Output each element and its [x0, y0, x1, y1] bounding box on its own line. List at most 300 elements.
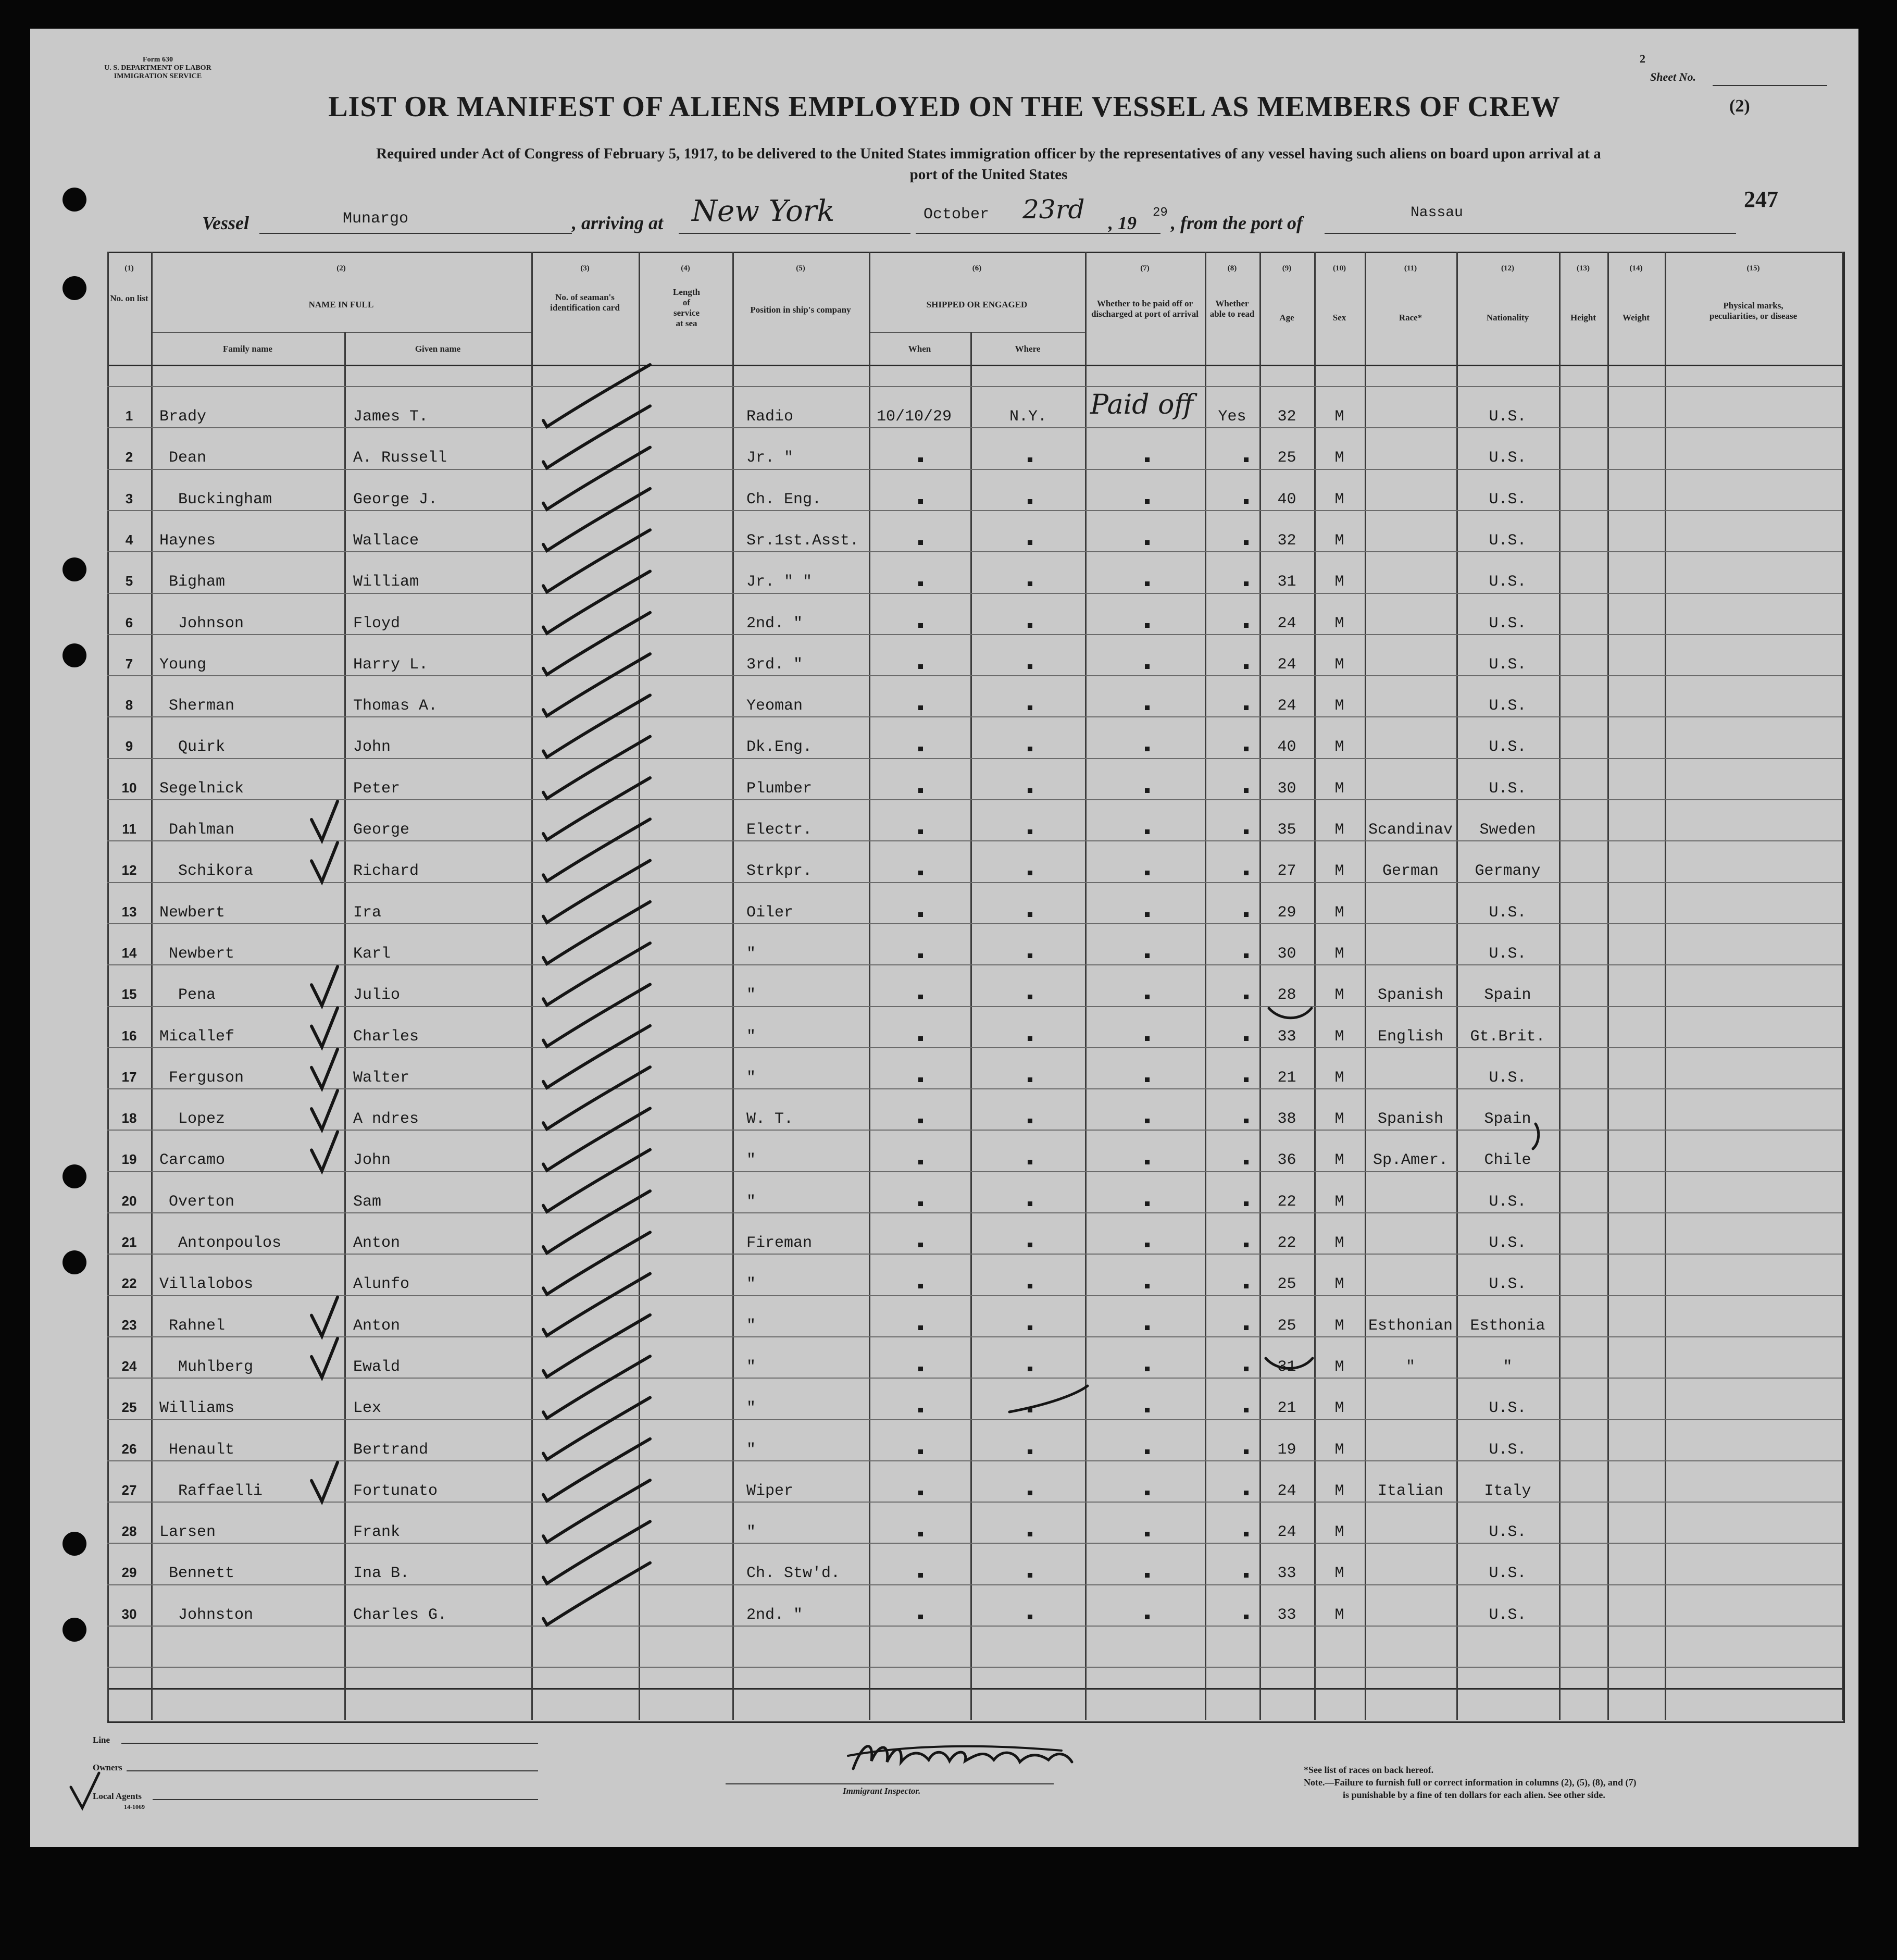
sex: M [1334, 1399, 1344, 1418]
sheet-number-label: Sheet No. [1650, 70, 1696, 83]
age: 31 [1277, 573, 1296, 591]
row-number: 23 [121, 1317, 137, 1333]
family-name: Brady [159, 408, 207, 426]
footer-form-code: 14-1069 [124, 1803, 145, 1810]
nationality: U.S. [1489, 1399, 1527, 1418]
age: 32 [1277, 531, 1296, 550]
check-mark [543, 1315, 650, 1377]
sex: M [1334, 1441, 1344, 1459]
nationality-correction-mark [1533, 1124, 1539, 1149]
given-name: Alunfo [353, 1275, 410, 1294]
given-name: Lex [353, 1399, 382, 1418]
family-name: Micallef [159, 1027, 235, 1046]
position: " [746, 1069, 756, 1087]
position: " [746, 1358, 756, 1376]
sex: M [1334, 614, 1344, 632]
race: English [1377, 1027, 1444, 1046]
position: " [746, 945, 756, 963]
row-number: 13 [121, 903, 137, 920]
row-number: 17 [121, 1069, 137, 1085]
row-number: 27 [121, 1482, 137, 1498]
age: 32 [1277, 408, 1296, 426]
age: 36 [1277, 1151, 1296, 1170]
age: 33 [1277, 1027, 1296, 1046]
name-check-mark [311, 1338, 338, 1378]
col-13-number: (13) [1577, 264, 1590, 272]
nationality: U.S. [1489, 1193, 1527, 1211]
given-name: William [353, 573, 419, 591]
family-name: Henault [169, 1441, 235, 1459]
row-number: 22 [121, 1275, 137, 1292]
check-mark [543, 1191, 650, 1253]
family-name: Williams [159, 1399, 235, 1418]
race: Scandinav [1368, 821, 1453, 839]
age: 25 [1277, 449, 1296, 467]
col-8-number: (8) [1227, 264, 1237, 272]
check-mark [543, 1439, 650, 1501]
given-name: James T. [353, 408, 429, 426]
check-mark [543, 448, 650, 510]
sex: M [1334, 573, 1344, 591]
footer-agents-rule [153, 1799, 538, 1800]
col-4-label: Length of service at sea [673, 287, 700, 328]
family-name: Schikora [178, 862, 254, 880]
col-12-label: Nationality [1486, 313, 1529, 322]
given-name: Fortunato [353, 1482, 438, 1500]
sex: M [1334, 1193, 1344, 1211]
able-to-read: Yes [1218, 408, 1246, 426]
nationality: Gt.Brit. [1470, 1027, 1545, 1046]
col-6-number: (6) [972, 264, 982, 272]
family-name: Quirk [178, 738, 226, 756]
sex: M [1334, 1317, 1344, 1335]
age: 35 [1277, 821, 1296, 839]
col-11-label: Race* [1399, 313, 1422, 322]
page-number: 247 [1744, 187, 1778, 212]
sheet-paren-number: (2) [1729, 96, 1750, 116]
given-name: A ndres [353, 1110, 419, 1128]
nationality: U.S. [1489, 738, 1527, 756]
check-mark [543, 737, 650, 799]
family-name: Dean [169, 449, 207, 467]
nationality: U.S. [1489, 531, 1527, 550]
from-port-label: , from the port of [1171, 213, 1303, 233]
position: " [746, 1193, 756, 1211]
nationality: U.S. [1489, 1565, 1527, 1583]
sex: M [1334, 655, 1344, 674]
nationality: U.S. [1489, 903, 1527, 922]
subtitle-line-1: Required under Act of Congress of February 5, 1917, to be delivered to the United States immigration officer by the representatives of any vessel having such aliens on board upon arrival at a [376, 145, 1601, 162]
sex: M [1334, 449, 1344, 467]
family-name: Ferguson [169, 1069, 244, 1087]
age: 27 [1277, 862, 1296, 880]
sex: M [1334, 1275, 1344, 1294]
given-name: Anton [353, 1234, 401, 1252]
given-name: Ina B. [353, 1565, 410, 1583]
family-name: Rahnel [169, 1317, 226, 1335]
col-6-where-label: Where [1015, 344, 1041, 354]
check-mark [543, 819, 650, 881]
age: 24 [1277, 614, 1296, 632]
given-name: Karl [353, 945, 391, 963]
check-mark [543, 406, 650, 468]
paid-off-note: Paid off [1090, 389, 1194, 420]
sex: M [1334, 986, 1344, 1004]
family-name: Muhlberg [178, 1358, 254, 1376]
check-mark [543, 943, 650, 1005]
agents-check-mark [67, 1769, 103, 1816]
check-mark [543, 489, 650, 551]
sex: M [1334, 862, 1344, 880]
race-note: *See list of races on back hereof. [1304, 1765, 1434, 1775]
col-9-number: (9) [1282, 264, 1292, 272]
check-mark [543, 572, 650, 634]
age: 33 [1277, 1606, 1296, 1624]
service-name: IMMIGRATION SERVICE [114, 72, 202, 80]
family-name: Raffaelli [178, 1482, 263, 1500]
age: 40 [1277, 738, 1296, 756]
row-number: 9 [125, 738, 133, 754]
col-2-family-label: Family name [223, 344, 272, 354]
given-name: George J. [353, 490, 438, 508]
age: 24 [1277, 697, 1296, 715]
name-check-mark [311, 1090, 338, 1130]
name-check-mark [311, 842, 338, 882]
row-number: 21 [121, 1234, 137, 1250]
row-number: 19 [121, 1151, 137, 1168]
inspector-signature [843, 1730, 1176, 1782]
position: Ch. Stw'd. [746, 1565, 841, 1583]
given-name: George [353, 821, 410, 839]
col-14-label: Weight [1623, 313, 1650, 322]
handwritten-marks [30, 29, 1858, 1847]
nationality: Spain [1484, 986, 1531, 1004]
position: Oiler [746, 903, 794, 922]
family-name: Bennett [169, 1565, 235, 1583]
family-name: Overton [169, 1193, 235, 1211]
footer-line-label: Line [93, 1735, 110, 1745]
position: " [746, 1441, 756, 1459]
row-number: 14 [121, 945, 137, 961]
age: 22 [1277, 1234, 1296, 1252]
row-number: 28 [121, 1523, 137, 1540]
year-prefix: , 19 [1108, 213, 1137, 233]
row-number: 4 [125, 531, 133, 548]
age: 25 [1277, 1275, 1296, 1294]
age: 24 [1277, 655, 1296, 674]
check-mark [543, 902, 650, 964]
race: German [1382, 862, 1439, 880]
row-number: 16 [121, 1027, 137, 1044]
row-number: 30 [121, 1606, 137, 1622]
age: 24 [1277, 1523, 1296, 1542]
age: 30 [1277, 945, 1296, 963]
nationality: U.S. [1489, 1441, 1527, 1459]
position: " [746, 1523, 756, 1542]
sex: M [1334, 1151, 1344, 1170]
age: 25 [1277, 1317, 1296, 1335]
manifest-sheet [30, 29, 1858, 1847]
race: Italian [1377, 1482, 1444, 1500]
given-name: Wallace [353, 531, 419, 550]
nationality: Italy [1484, 1482, 1531, 1500]
nationality: U.S. [1489, 1275, 1527, 1294]
nationality: U.S. [1489, 1069, 1527, 1087]
check-mark [543, 613, 650, 675]
position: Jr. " " [746, 573, 813, 591]
row-number: 11 [122, 821, 136, 837]
nationality: U.S. [1489, 779, 1527, 798]
nationality: U.S. [1489, 655, 1527, 674]
family-name: Carcamo [159, 1151, 226, 1170]
nationality: U.S. [1489, 1234, 1527, 1252]
family-name: Buckingham [178, 490, 272, 508]
col-14-number: (14) [1629, 264, 1643, 272]
position: Strkpr. [746, 862, 813, 880]
position: Electr. [746, 821, 813, 839]
age: 30 [1277, 779, 1296, 798]
footer-owners-label: Owners [93, 1763, 122, 1772]
check-mark [543, 1398, 650, 1460]
sex: M [1334, 1027, 1344, 1046]
penalty-note-line-2: is punishable by a fine of ten dollars for each alien. See other side. [1343, 1790, 1605, 1800]
given-name: Charles G. [353, 1606, 447, 1624]
check-mark [543, 1026, 650, 1088]
nationality: U.S. [1489, 945, 1527, 963]
age: 21 [1277, 1399, 1296, 1418]
row-number: 20 [121, 1193, 137, 1209]
family-name: Segelnick [159, 779, 244, 798]
col-7-label: Whether to be paid off or discharged at port of arrival [1091, 299, 1199, 319]
from-port: Nassau [1411, 205, 1463, 221]
nationality: U.S. [1489, 490, 1527, 508]
check-mark [543, 861, 650, 923]
col-3-label: No. of seaman's identification card [550, 292, 620, 313]
col-12-number: (12) [1501, 264, 1514, 272]
check-mark [543, 365, 650, 427]
family-name: Antonpoulos [178, 1234, 282, 1252]
col-8-label: Whether able to read [1209, 299, 1255, 319]
nationality: U.S. [1489, 408, 1527, 426]
position: 2nd. " [746, 1606, 803, 1624]
row-number: 10 [121, 779, 137, 796]
nationality: U.S. [1489, 1523, 1527, 1542]
subtitle-line-2: port of the United States [909, 166, 1068, 183]
row-number: 6 [125, 614, 133, 630]
year-suffix: 29 [1153, 206, 1168, 220]
footer-owners-rule [127, 1770, 538, 1771]
position: " [746, 1275, 756, 1294]
row-number: 12 [121, 862, 137, 878]
name-check-mark [311, 801, 338, 840]
page-title: LIST OR MANIFEST OF ALIENS EMPLOYED ON THE VESSEL AS MEMBERS OF CREW [328, 91, 1561, 123]
given-name: Floyd [353, 614, 401, 632]
row-number: 7 [125, 655, 133, 672]
position: Fireman [746, 1234, 813, 1252]
family-name: Young [159, 655, 207, 674]
check-mark [543, 695, 650, 757]
vessel-name: Munargo [343, 210, 409, 228]
col-10-label: Sex [1332, 313, 1346, 322]
given-name: Julio [353, 986, 401, 1004]
col-1-label: No. on list [110, 293, 148, 303]
sex: M [1334, 531, 1344, 550]
family-name: Johnson [178, 614, 244, 632]
row-number: 15 [121, 986, 137, 1002]
col-15-number: (15) [1746, 264, 1760, 272]
age: 33 [1277, 1565, 1296, 1583]
position: " [746, 1027, 756, 1046]
position: Yeoman [746, 697, 803, 715]
row-number: 18 [121, 1110, 137, 1126]
position: Dk.Eng. [746, 738, 813, 756]
position: Sr.1st.Asst. [746, 531, 859, 550]
sex: M [1334, 1606, 1344, 1624]
age: 29 [1277, 903, 1296, 922]
sex: M [1334, 1358, 1344, 1376]
name-check-mark [311, 1462, 338, 1502]
age-correction-mark [1266, 1358, 1313, 1369]
position: Radio [746, 408, 794, 426]
arrival-day: 23rd [1022, 194, 1085, 225]
family-name: Bigham [169, 573, 226, 591]
position: 2nd. " [746, 614, 803, 632]
name-check-mark [311, 1008, 338, 1047]
position: Wiper [746, 1482, 794, 1500]
stray-pencil-mark [1009, 1386, 1088, 1412]
row-number: 26 [121, 1441, 137, 1457]
position: Plumber [746, 779, 813, 798]
nationality: Germany [1475, 862, 1541, 880]
age: 19 [1277, 1441, 1296, 1459]
department-name: U. S. DEPARTMENT OF LABOR [104, 64, 211, 72]
inspector-label: Immigrant Inspector. [843, 1786, 921, 1796]
check-mark [543, 530, 650, 592]
sex: M [1334, 1482, 1344, 1500]
check-mark [543, 654, 650, 716]
age: 38 [1277, 1110, 1296, 1128]
sex: M [1334, 697, 1344, 715]
footer-agents-label: Local Agents [93, 1791, 142, 1801]
position: " [746, 1399, 756, 1418]
family-name: Lopez [178, 1110, 226, 1128]
sex: M [1334, 490, 1344, 508]
row-number: 2 [125, 449, 133, 465]
sex: M [1334, 945, 1344, 963]
col-10-number: (10) [1333, 264, 1346, 272]
form-number: Form 630 [143, 56, 173, 64]
name-check-mark [311, 1132, 338, 1171]
check-mark [543, 1521, 650, 1583]
arrival-month: October [923, 206, 990, 224]
age: 22 [1277, 1193, 1296, 1211]
check-mark [543, 1563, 650, 1625]
family-name: Johnston [178, 1606, 254, 1624]
given-name: Peter [353, 779, 401, 798]
col-11-number: (11) [1404, 264, 1417, 272]
sex: M [1334, 738, 1344, 756]
arriving-label: , arriving at [572, 213, 664, 233]
age: 28 [1277, 986, 1296, 1004]
sex: M [1334, 821, 1344, 839]
age: 40 [1277, 490, 1296, 508]
position: " [746, 986, 756, 1004]
nationality: Esthonia [1470, 1317, 1545, 1335]
col-7-number: (7) [1140, 264, 1150, 272]
nationality: U.S. [1489, 614, 1527, 632]
age-correction-mark [1269, 1008, 1312, 1018]
row-number: 3 [125, 490, 133, 506]
check-mark [543, 1480, 650, 1542]
sex: M [1334, 1110, 1344, 1128]
nationality: Sweden [1479, 821, 1536, 839]
col-2-number: (2) [336, 264, 346, 272]
nationality: U.S. [1489, 1606, 1527, 1624]
check-mark [543, 1067, 650, 1129]
nationality: U.S. [1489, 573, 1527, 591]
name-check-mark [311, 1297, 338, 1336]
race: Esthonian [1368, 1317, 1453, 1335]
check-mark [543, 1108, 650, 1170]
given-name: Ira [353, 903, 382, 922]
shipped-where: N.Y. [1009, 408, 1047, 426]
nationality: U.S. [1489, 697, 1527, 715]
given-name: Walter [353, 1069, 410, 1087]
sex: M [1334, 779, 1344, 798]
family-name: Newbert [169, 945, 235, 963]
check-mark [543, 778, 650, 840]
family-name: Newbert [159, 903, 226, 922]
col-3-number: (3) [580, 264, 590, 272]
nationality: Spain [1484, 1110, 1531, 1128]
col-5-label: Position in ship's company [750, 305, 851, 315]
row-number: 5 [125, 573, 133, 589]
sex: M [1334, 1069, 1344, 1087]
name-check-mark [311, 966, 338, 1006]
given-name: Anton [353, 1317, 401, 1335]
given-name: Bertrand [353, 1441, 429, 1459]
check-mark [543, 985, 650, 1047]
family-name: Dahlman [169, 821, 235, 839]
age: 24 [1277, 1482, 1296, 1500]
row-number: 29 [121, 1565, 137, 1581]
race: " [1405, 1358, 1415, 1376]
footer-line-rule [121, 1743, 538, 1744]
col-2-label: NAME IN FULL [308, 300, 374, 309]
sex: M [1334, 408, 1344, 426]
check-mark [543, 1356, 650, 1418]
age: 31 [1277, 1358, 1296, 1376]
position: Jr. " [746, 449, 794, 467]
row-number: 1 [125, 408, 133, 424]
given-name: Sam [353, 1193, 382, 1211]
position: 3rd. " [746, 655, 803, 674]
family-name: Sherman [169, 697, 235, 715]
given-name: Ewald [353, 1358, 401, 1376]
vessel-label: Vessel [202, 213, 249, 233]
row-number: 24 [121, 1358, 137, 1374]
position: Ch. Eng. [746, 490, 822, 508]
inspector-signature-rule [726, 1783, 1054, 1784]
age: 21 [1277, 1069, 1296, 1087]
row-number: 8 [125, 697, 133, 713]
sex: M [1334, 1234, 1344, 1252]
family-name: Pena [178, 986, 216, 1004]
family-name: Haynes [159, 531, 216, 550]
col-2-given-label: Given name [415, 344, 461, 354]
given-name: Harry L. [353, 655, 429, 674]
sheet-number-value: 2 [1640, 52, 1645, 65]
